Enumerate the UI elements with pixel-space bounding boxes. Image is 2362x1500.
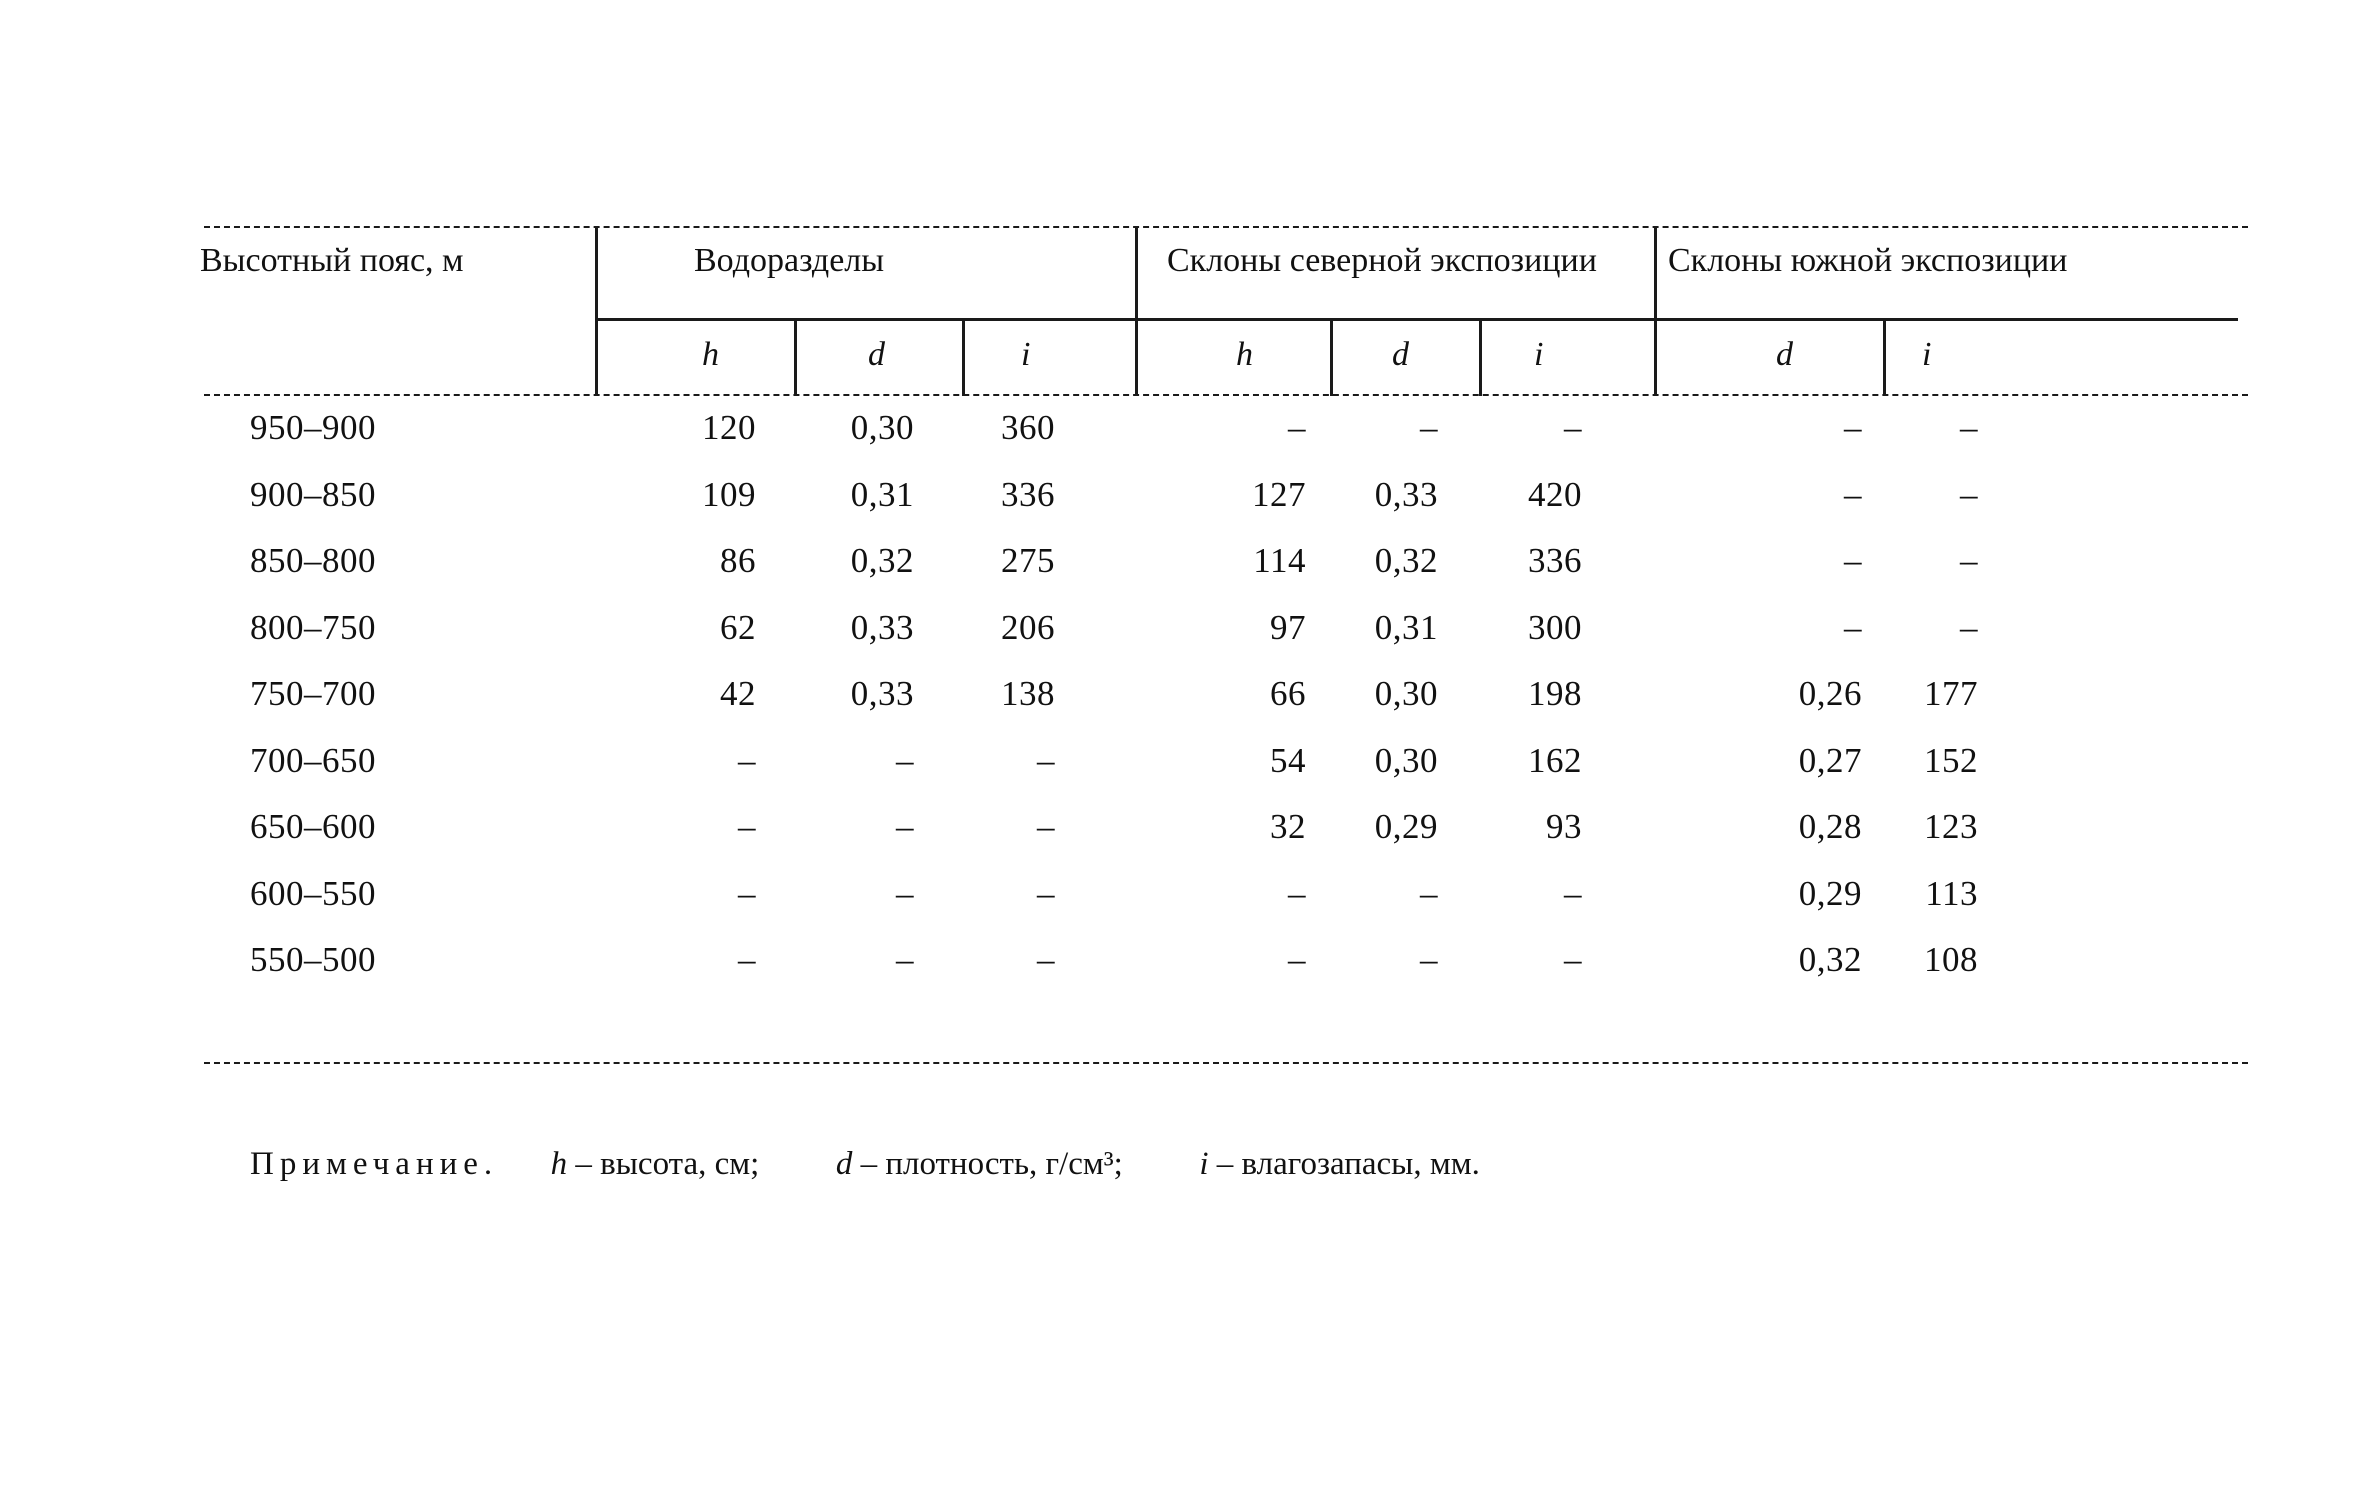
north-i-cell: – xyxy=(1564,940,1582,979)
watershed-d-cell: 0,31 xyxy=(850,474,914,514)
north-d-cell: 0,30 xyxy=(1374,674,1438,713)
sub-south-i: i xyxy=(1922,336,1932,373)
table-row xyxy=(0,607,2362,654)
south-d-cell: 0,32 xyxy=(1798,940,1862,979)
north-d-cell: – xyxy=(1420,873,1438,913)
note-h-text: – высота, см; xyxy=(567,1146,760,1182)
watershed-i-cell: – xyxy=(1037,740,1055,780)
south-d-cell: – xyxy=(1844,607,1862,647)
table-row xyxy=(0,740,2362,787)
divider-altitude xyxy=(595,226,598,396)
note-d-symbol: d xyxy=(835,1146,853,1182)
note-i-text: – влагозапасы, мм. xyxy=(1208,1146,1480,1182)
north-i-cell: 93 xyxy=(1546,807,1582,846)
table-row xyxy=(0,474,2362,521)
north-i-cell: 420 xyxy=(1528,474,1582,514)
watershed-h-cell: – xyxy=(738,807,756,846)
north-h-cell: 127 xyxy=(1252,474,1306,514)
table-bottom-rule xyxy=(204,1062,2248,1064)
north-d-cell: 0,33 xyxy=(1374,474,1438,514)
watershed-i-cell: – xyxy=(1037,940,1055,979)
divider-north-d xyxy=(1330,318,1333,396)
south-d-cell: – xyxy=(1844,541,1862,580)
north-d-cell: 0,31 xyxy=(1374,607,1438,647)
note-h-symbol: h xyxy=(550,1146,568,1182)
altitude-zone-cell: 600–550 xyxy=(250,873,376,913)
table-row xyxy=(0,809,2362,853)
north-d-cell: – xyxy=(1420,940,1438,979)
south-d-cell: 0,28 xyxy=(1798,807,1862,846)
divider-south-i xyxy=(1883,318,1886,396)
altitude-zone-cell: 950–900 xyxy=(250,408,376,447)
watershed-d-cell: 0,33 xyxy=(850,674,914,713)
divider-watershed-i xyxy=(962,318,965,396)
north-d-cell: 0,30 xyxy=(1374,740,1438,780)
sub-watershed-d: d xyxy=(868,336,885,373)
north-h-cell: – xyxy=(1288,940,1306,979)
south-i-cell: – xyxy=(1960,607,1978,647)
watershed-h-cell: 120 xyxy=(702,408,756,447)
group-south-slopes: Склоны южной экспозиции xyxy=(1668,242,2068,279)
watershed-d-cell: – xyxy=(896,940,914,979)
altitude-zone-cell: 550–500 xyxy=(250,940,376,979)
south-d-cell: 0,26 xyxy=(1798,674,1862,713)
sub-north-d: d xyxy=(1392,336,1409,373)
north-h-cell: 114 xyxy=(1253,541,1306,580)
divider-north-i xyxy=(1479,318,1482,396)
north-d-cell: 0,29 xyxy=(1374,807,1438,846)
altitude-zone-cell: 700–650 xyxy=(250,740,376,780)
watershed-h-cell: 86 xyxy=(720,541,756,580)
divider-south xyxy=(1654,226,1657,396)
sub-north-h: h xyxy=(1236,336,1253,373)
altitude-zone-cell: 650–600 xyxy=(250,807,376,846)
note-i-symbol: i xyxy=(1199,1146,1209,1182)
watershed-h-cell: 42 xyxy=(720,674,756,713)
north-i-cell: 300 xyxy=(1528,607,1582,647)
north-i-cell: 336 xyxy=(1528,541,1582,580)
south-i-cell: 113 xyxy=(1925,873,1978,913)
north-h-cell: – xyxy=(1288,408,1306,447)
north-h-cell: 32 xyxy=(1270,807,1306,846)
divider-north xyxy=(1135,226,1138,396)
south-d-cell: – xyxy=(1844,474,1862,514)
south-i-cell: 152 xyxy=(1924,740,1978,780)
south-i-cell: 177 xyxy=(1924,674,1978,713)
south-d-cell: – xyxy=(1844,408,1862,447)
note-d-text: – плотность, г/см³; xyxy=(852,1146,1123,1182)
group-watershed: Водоразделы xyxy=(694,242,885,279)
watershed-i-cell: – xyxy=(1037,807,1055,846)
watershed-h-cell: 109 xyxy=(702,474,756,514)
south-d-cell: 0,27 xyxy=(1798,740,1862,780)
group-underline xyxy=(596,318,2238,321)
south-i-cell: 108 xyxy=(1924,940,1978,979)
watershed-i-cell: 138 xyxy=(1001,674,1055,713)
table-top-rule xyxy=(204,226,2248,228)
north-i-cell: 162 xyxy=(1528,740,1582,780)
watershed-h-cell: 62 xyxy=(720,607,756,647)
watershed-i-cell: 206 xyxy=(1001,607,1055,647)
header-bottom-rule xyxy=(204,394,2248,396)
north-d-cell: – xyxy=(1420,408,1438,447)
group-north-slopes: Склоны северной экспозиции xyxy=(1167,242,1597,279)
altitude-zone-cell: 800–750 xyxy=(250,607,376,647)
note-label: Примечание. xyxy=(250,1146,499,1182)
sub-south-d: d xyxy=(1776,336,1793,373)
watershed-d-cell: 0,32 xyxy=(850,541,914,580)
south-i-cell: 123 xyxy=(1924,807,1978,846)
north-h-cell: 54 xyxy=(1270,740,1306,780)
north-i-cell: – xyxy=(1564,408,1582,447)
table-row xyxy=(0,676,2362,720)
sub-north-i: i xyxy=(1534,336,1544,373)
watershed-d-cell: – xyxy=(896,873,914,913)
watershed-h-cell: – xyxy=(738,740,756,780)
south-d-cell: 0,29 xyxy=(1798,873,1862,913)
table-row xyxy=(0,873,2362,920)
table-row xyxy=(0,410,2362,454)
altitude-zone-cell: 750–700 xyxy=(250,674,376,713)
north-h-cell: 66 xyxy=(1270,674,1306,713)
watershed-h-cell: – xyxy=(738,873,756,913)
table-row xyxy=(0,942,2362,986)
sub-watershed-h: h xyxy=(702,336,719,373)
watershed-i-cell: 336 xyxy=(1001,474,1055,514)
watershed-i-cell: 275 xyxy=(1001,541,1055,580)
altitude-header: Высотный пояс, м xyxy=(200,242,464,279)
sub-watershed-i: i xyxy=(1021,336,1031,373)
watershed-d-cell: – xyxy=(896,807,914,846)
watershed-d-cell: – xyxy=(896,740,914,780)
table-row xyxy=(0,543,2362,587)
watershed-d-cell: 0,33 xyxy=(850,607,914,647)
south-i-cell: – xyxy=(1960,474,1978,514)
altitude-zone-cell: 850–800 xyxy=(250,541,376,580)
north-i-cell: – xyxy=(1564,873,1582,913)
altitude-zone-cell: 900–850 xyxy=(250,474,376,514)
watershed-d-cell: 0,30 xyxy=(850,408,914,447)
watershed-i-cell: 360 xyxy=(1001,408,1055,447)
watershed-i-cell: – xyxy=(1037,873,1055,913)
table-note xyxy=(250,1146,1480,1183)
divider-watershed-d xyxy=(794,318,797,396)
watershed-h-cell: – xyxy=(738,940,756,979)
north-h-cell: – xyxy=(1288,873,1306,913)
north-h-cell: 97 xyxy=(1270,607,1306,647)
north-d-cell: 0,32 xyxy=(1374,541,1438,580)
south-i-cell: – xyxy=(1960,408,1978,447)
south-i-cell: – xyxy=(1960,541,1978,580)
north-i-cell: 198 xyxy=(1528,674,1582,713)
